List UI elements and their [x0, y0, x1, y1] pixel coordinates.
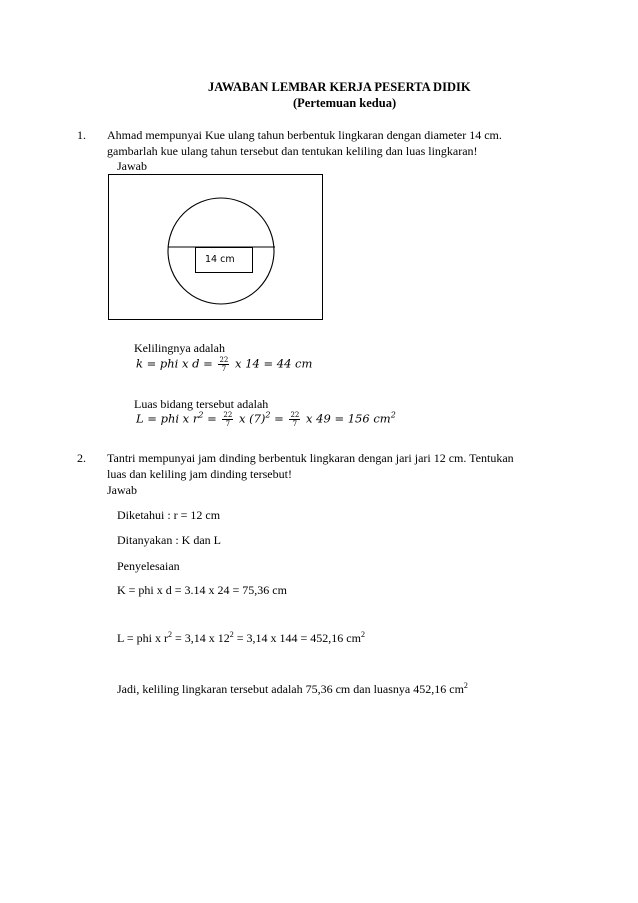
q2-line-2: luas dan keliling jam dinding tersebut! — [107, 467, 292, 481]
q1-line-2: gambarlah kue ulang tahun tersebut dan tentukan keliling dan luas lingkaran! — [107, 144, 478, 158]
q1-luas-equation: L = phi x $r^2$ = $\frac{22}{7}$ x $(7)^2$ = $\frac{22}{7}$ x 49 = 156 $cm^2$ — [136, 410, 396, 428]
diameter-label: 14 cm — [205, 254, 235, 265]
q2-diketahui: Diketahui : r = 12 cm — [117, 508, 221, 522]
q1-keliling-label: Kelilingnya adalah — [134, 341, 225, 355]
q2-ditanyakan: Ditanyakan : K dan L — [117, 533, 221, 547]
diameter-label-box — [195, 247, 253, 273]
q2-conclusion: Jadi, keliling lingkaran tersebut adalah 75,36 cm dan luasnya 452,16 $cm^2$ — [117, 681, 468, 696]
q2-line-1: Tantri mempunyai jam dinding berbentuk lingkaran dengan jari jari 12 cm. Tentukan — [107, 451, 514, 465]
q2-luas-line: L = phi x $r^2 = 3,14$ x $12^2 = 3,14$ x 144 = 452,16 $cm^2$ — [117, 630, 365, 645]
q2-penyelesaian: Penyelesaian — [117, 559, 180, 573]
q2-number: 2. — [77, 451, 86, 465]
q2-jawab: Jawab — [107, 483, 137, 497]
cake-figure-frame — [108, 174, 323, 320]
q1-keliling-equation: k = phi x d = $\frac{22}{7}$ x 14 = 44 cm — [136, 356, 313, 373]
q1-number: 1. — [77, 128, 86, 142]
document-subtitle: (Pertemuan kedua) — [293, 96, 397, 110]
q2-keliling-line: K = phi x d = 3.14 x 24 = 75,36 cm — [117, 583, 287, 597]
document-title: JAWABAN LEMBAR KERJA PESERTA DIDIK — [208, 80, 471, 94]
q1-luas-label: Luas bidang tersebut adalah — [134, 397, 269, 411]
q1-jawab: Jawab — [117, 159, 147, 173]
q1-line-1: Ahmad mempunyai Kue ulang tahun berbentuk lingkaran dengan diameter 14 cm. — [107, 128, 502, 142]
